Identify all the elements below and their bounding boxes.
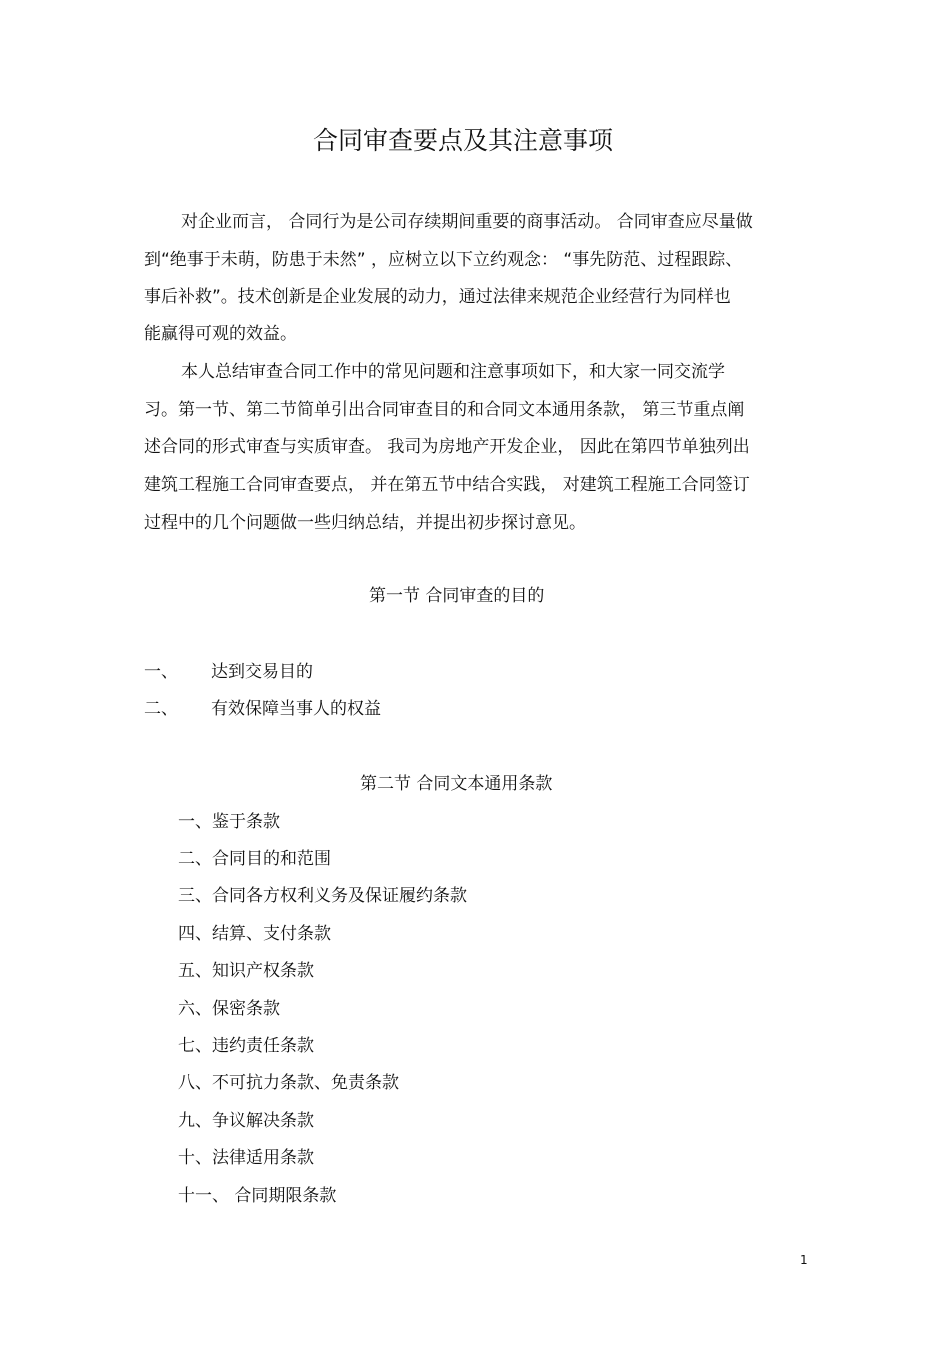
paragraph-line: 能赢得可观的效益。 — [144, 324, 297, 344]
list-item: 二、合同目的和范围 — [178, 849, 331, 869]
list-item: 一、鉴于条款 — [178, 812, 280, 832]
list-item-number: 二、 — [144, 699, 178, 719]
paragraph-line: 建筑工程施工合同审查要点， 并在第五节中结合实践， 对建筑工程施工合同签订 — [144, 475, 750, 495]
paragraph-line: 习。第一节、第二节简单引出合同审查目的和合同文本通用条款， 第三节重点阐 — [144, 400, 745, 420]
paragraph-line: 过程中的几个问题做一些归纳总结，并提出初步探讨意见。 — [144, 513, 586, 533]
paragraph-line: 述合同的形式审查与实质审查。 我司为房地产开发企业， 因此在第四节单独列出 — [144, 437, 750, 457]
list-item: 五、知识产权条款 — [178, 961, 314, 981]
list-item: 六、保密条款 — [178, 999, 280, 1019]
list-item-number: 一、 — [144, 662, 178, 682]
list-item: 三、合同各方权利义务及保证履约条款 — [178, 886, 467, 906]
list-item — [0, 660, 950, 684]
list-item: 十、法律适用条款 — [178, 1148, 314, 1168]
list-item: 八、不可抗力条款、免责条款 — [178, 1073, 399, 1093]
section-heading: 第一节 合同审查的目的 — [369, 586, 545, 606]
paragraph-line: 对企业而言， 合同行为是公司存续期间重要的商事活动。 合同审查应尽量做 — [181, 212, 753, 232]
paragraph-line: 事后补救”。技术创新是企业发展的动力，通过法律来规范企业经营行为同样也 — [144, 287, 731, 307]
list-item: 七、违约责任条款 — [178, 1036, 314, 1056]
page-number: 1 — [800, 1253, 808, 1267]
list-item — [0, 697, 950, 721]
list-item: 十一、 合同期限条款 — [178, 1186, 337, 1206]
list-item-text: 有效保障当事人的权益 — [211, 699, 381, 719]
list-item: 九、争议解决条款 — [178, 1111, 314, 1131]
section-heading: 第二节 合同文本通用条款 — [360, 774, 553, 794]
paragraph-line: 到“绝事于未萌，防患于未然” ，应树立以下立约观念： “事先防范、过程跟踪、 — [144, 250, 743, 270]
list-item: 四、结算、支付条款 — [178, 924, 331, 944]
list-item-text: 达到交易目的 — [211, 662, 313, 682]
paragraph-line: 本人总结审查合同工作中的常见问题和注意事项如下，和大家一同交流学 — [181, 362, 725, 382]
document-title: 合同审查要点及其注意事项 — [312, 126, 613, 155]
